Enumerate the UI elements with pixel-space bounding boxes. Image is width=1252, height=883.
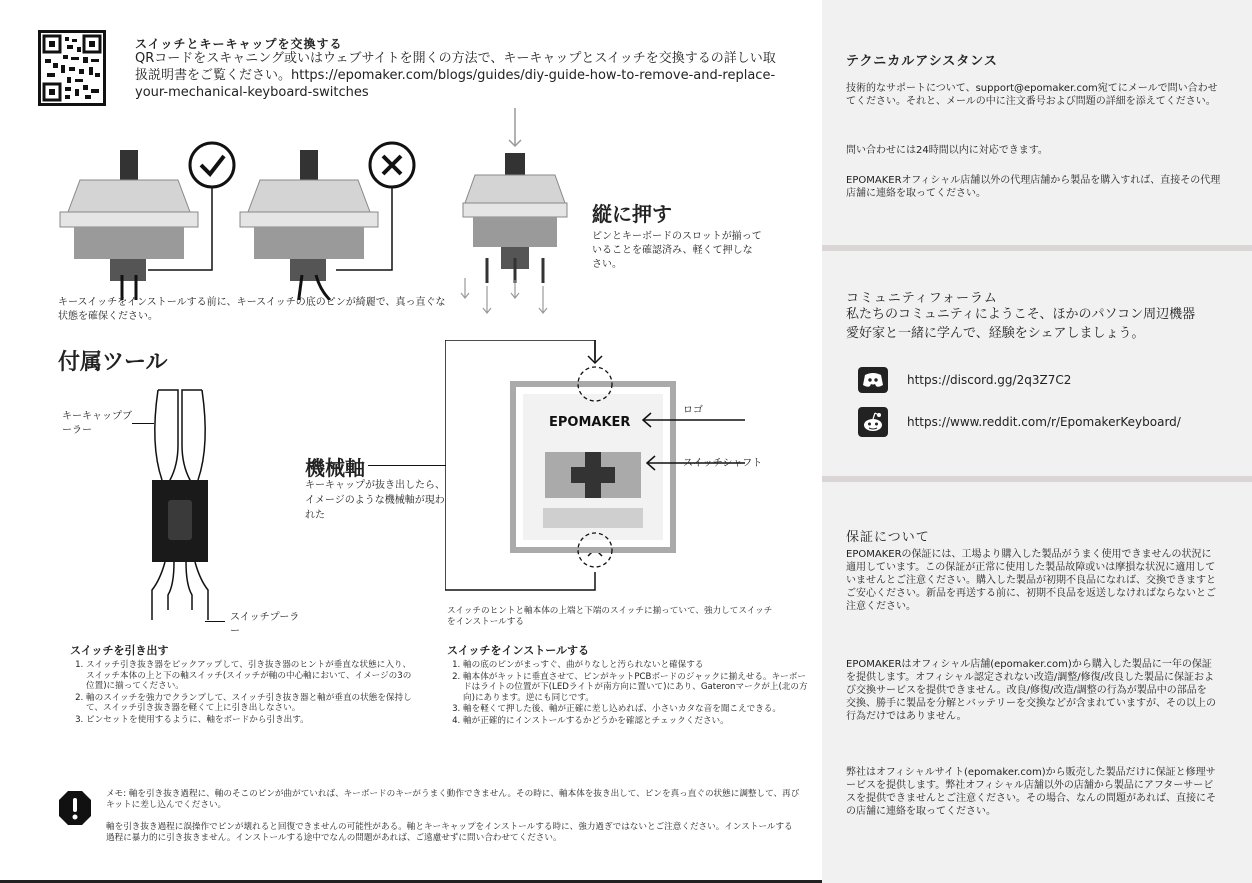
install-steps [447,660,808,727]
pull-title: スイッチを引き出す [70,644,169,657]
pins-note: キースイッチをインストールする前に、キースイッチの底のピンが綺麗で、真っ直ぐな状態を確保ください。 [58,297,446,322]
discord-icon [858,367,888,393]
switch-puller-label: スイッチプーラー [230,612,300,637]
mech-title-line [368,465,446,466]
switch-straight-pins [60,143,234,300]
memo-p1: メモ: 軸を引き抜き過程に、軸のそこのピンが曲がていれば、キーボードのキーがうまく動作できません。その時に、軸本体を抜き出して、ピンを真っ直ぐの状態に調整して、再びキットに差し込んでください。 [106,789,800,810]
warranty-card [822,482,1252,883]
press-illustration [455,108,585,318]
warranty-p2: EPOMAKERはオフィシャル店舗(epomaker.com)から購入した製品に一年の保証を提供します。オフィシャル認定されない改造/調整/修復/改良した製品に保証および交換サービスを提供できません。改良/修復/改造/調整の行為が製品中の部品を交換、勝手に製品を分解とバッテリーを交換などが含まれていますが、その以上の行為だけではありません。 [846,659,1216,722]
keycap-puller-line [132,423,154,424]
pull-step: 2. 軸のスイッチを強力でクランプして、スイッチ引き抜き器と軸が垂直の状態を保持して、スイッチ引き抜き器を軽くて上に引き出しなさい。 [86,693,416,714]
reddit-link[interactable]: https://www.reddit.com/r/EpomakerKeyboard/ [907,415,1181,429]
mech-title: 機械軸 [305,456,365,480]
switch-bent-pins [240,143,414,300]
tech-card [822,0,1252,245]
reddit-icon [858,407,888,437]
pull-steps [70,660,416,726]
mech-caption: スイッチのヒントと軸本体の上端と下端のスイッチに揃っていて、強力してスイッチをインストールする [447,606,773,627]
logo-label: ロゴ [683,405,703,416]
shaft-label: スイッチシャフト [683,458,763,469]
pull-step: 3. ピンセットを使用するように、軸をボードから引き出す。 [86,715,416,726]
community-card [822,251,1252,476]
switch-puller-line [205,621,225,622]
warranty-p3: 弊社はオフィシャルサイト(epomaker.com)から販売した製品だけに保証と修理サービスを提供します。弊社オフィシャル店舗以外の店舗から製品にアフターサービスを提供できませんとご注意ください。その場合、なんの問題があれば、直接にその店舗に連絡を取ってください。 [846,767,1216,817]
memo-p2: 軸を引き抜き過程に誤操作でピンが壊れると回復できませんの可能性がある。軸とキーキャップをインストールする時に、強力過ぎではないとご注意ください。インストールする過程に暴力的に引き抜きません。インストールする途中でなんの問題があれば、ご遠慮せずに問い合わせてください。 [106,822,793,843]
right-panel [822,0,1252,883]
install-title: スイッチをインストールする [447,644,590,657]
puller-illustration [140,385,230,630]
tech-title: テクニカルアシスタンス [846,54,998,69]
warranty-title: 保証について [846,530,930,545]
install-step: 4. 軸が正確的にインストールするかどうかを確認とチェックください。 [463,716,808,727]
press-body: ピンとキーボードのスロットが揃っていることを確認済み、軽くて押しなさい。 [592,231,762,270]
tech-p1: 技術的なサポートについて、support@epomaker.com宛てにメールで問い合わせてください。それと、メールの中に注文番号および問題の詳細を添えてください。 [846,83,1218,107]
qr-body: QRコードをスキャニング或いはウェブサイトを開くの方法で、キーキャップとスイッチを交換するの詳しい取扱説明書をご覧ください。https://epomaker.com/blogs/guides/diy-guide-how-to-remove-and-replace-your-mechanical-keyboard-switches [135,51,776,100]
tools-title: 付属ツール [58,350,168,375]
press-title: 縦に押す [592,202,672,226]
pull-step: 1. スイッチ引き抜き器をピックアップして、引き抜き器のヒントが垂直な状態に入り、スイッチ本体の上と下の軸スイッチ(スイッチが軸の中心軸において、イメージの3の位置)に揃ってください。 [86,660,416,692]
mech-body: キーキャップが抜き出したら、イメージのような機械軸が現われた [305,480,445,521]
tech-p3: EPOMAKERオフィシャル店舗以外の代理店舗から製品を購入すれば、直接その代理店舗に連絡を取ってください。 [846,175,1221,199]
qr-title: スイッチとキーキャップを交換する [135,37,343,51]
keycap-puller-label: キーキャップブーラー [62,411,132,436]
install-step: 1. 軸の底のピンがまっすぐ、曲がりなしと汚られないと確保する [463,660,808,671]
warning-icon [58,790,92,826]
warranty-p1: EPOMAKERの保証には、工場より購入した製品がうまく使用できませんの状況に適用しています。この保証が正常に使用した製品故障或いは摩損な状況に適用していませんとご注意ください。購入した製品が初期不良品になれば、交換できますとご安心ください。新品を再送する前に、初期不良品を返送しなければならないとご注意ください。 [846,549,1216,612]
brand-logo-text: EPOMAKER [549,415,631,430]
discord-link[interactable]: https://discord.gg/2q3Z7C2 [907,373,1072,387]
install-step: 2. 軸本体がキットに垂直させて、ピンがキットPCBボードのジャックに揃えせる。キーボードはライトの位置が下(LEDライトが南方向に置いて)にあり、Gateronマークが上(北の方向)にあります。逆にも同じです。 [463,672,808,704]
switch-topview-illustration [445,340,765,602]
tech-p2: 問い合わせには24時間以内に対応できます。 [846,145,1048,156]
community-body: 私たちのコミュニティにようこそ、ほかのパソコン周辺機器愛好家と一緒に学んで、経験をシェアしましょう。 [846,307,1196,341]
community-title: コミュニティフォーラム [846,291,998,306]
qr-code [38,30,106,106]
install-step: 3. 軸を軽くて押した後、軸が正確に差し込めれば、小さいカタな音を聞こえできる。 [463,704,808,715]
switch-pins-illustration [50,120,470,300]
